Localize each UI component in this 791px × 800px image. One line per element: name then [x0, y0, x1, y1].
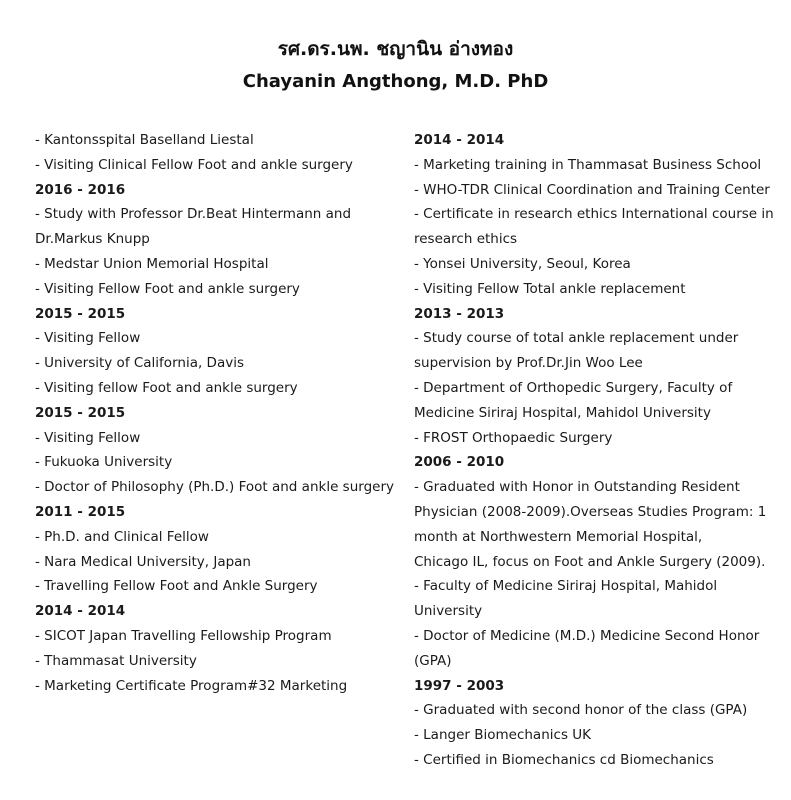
- entry-line: - Marketing Certificate Program#32 Marketing: [35, 677, 348, 694]
- left-column: [35, 128, 394, 698]
- entry-line: - Department of Orthopedic Surgery, Faculty of: [414, 379, 733, 396]
- entry-line: supervision by Prof.Dr.Jin Woo Lee: [414, 355, 643, 372]
- entry-line: Chicago IL, focus on Foot and Ankle Surgery (2009).: [414, 553, 766, 570]
- entry-line: - Medstar Union Memorial Hospital: [35, 255, 269, 272]
- entry-line: - Nara Medical University, Japan: [35, 553, 251, 570]
- entry-line: - Yonsei University, Seoul, Korea: [414, 255, 631, 272]
- year-range-heading: 1997 - 2003: [414, 677, 505, 694]
- entry-line: - FROST Orthopaedic Surgery: [414, 429, 613, 446]
- entry-line: - Langer Biomechanics UK: [414, 727, 591, 744]
- entry-line: - Graduated with second honor of the class (GPA): [414, 702, 748, 719]
- entry-line: - Doctor of Philosophy (Ph.D.) Foot and ankle surgery: [35, 479, 394, 496]
- entry-line: - Visiting Clinical Fellow Foot and ankle surgery: [35, 156, 353, 173]
- entry-line: - SICOT Japan Travelling Fellowship Program: [35, 627, 332, 644]
- year-range-heading: 2014 - 2014: [414, 132, 505, 148]
- entry-line: month at Northwestern Memorial Hospital,: [414, 528, 703, 545]
- entry-line: - Fukuoka University: [35, 454, 173, 471]
- year-range-heading: 2011 - 2015: [35, 503, 126, 520]
- entry-line: - Visiting Fellow: [35, 429, 141, 446]
- entry-line: - Certified in Biomechanics cd Biomechanics: [414, 751, 714, 768]
- entry-line: - Travelling Fellow Foot and Ankle Surgery: [35, 578, 318, 595]
- entry-line: - University of California, Davis: [35, 355, 244, 372]
- entry-line: - Visiting fellow Foot and ankle surgery: [35, 379, 298, 396]
- year-range-heading: 2013 - 2013: [414, 305, 505, 322]
- entry-line: - Kantonsspital Baselland Liestal: [35, 132, 254, 148]
- entry-line: (GPA): [414, 652, 452, 669]
- name-thai: รศ.ดร.นพ. ชญานิน อ่างทอง: [277, 38, 514, 60]
- entry-line: research ethics: [414, 231, 518, 248]
- entry-line: - Visiting Fellow Total ankle replacement: [414, 280, 686, 297]
- year-range-heading: 2015 - 2015: [35, 305, 126, 322]
- year-range-heading: 2015 - 2015: [35, 404, 126, 421]
- year-range-heading: 2006 - 2010: [414, 454, 505, 471]
- entry-line: - Faculty of Medicine Siriraj Hospital, Mahidol: [414, 578, 718, 595]
- document-header: [0, 34, 791, 97]
- entry-line: Dr.Markus Knupp: [35, 231, 150, 248]
- year-range-heading: 2016 - 2016: [35, 181, 126, 198]
- entry-line: - Study with Professor Dr.Beat Hintermann and: [35, 206, 352, 223]
- name-english: Chayanin Angthong, M.D. PhD: [242, 71, 549, 92]
- entry-line: Medicine Siriraj Hospital, Mahidol University: [414, 404, 711, 421]
- right-column: [414, 128, 774, 773]
- entry-line: University: [414, 603, 483, 620]
- entry-line: Physician (2008-2009).Overseas Studies Program: 1: [414, 503, 767, 520]
- entry-line: - Visiting Fellow Foot and ankle surgery: [35, 280, 300, 297]
- entry-line: - Graduated with Honor in Outstanding Resident: [414, 479, 740, 496]
- entry-line: - Ph.D. and Clinical Fellow: [35, 528, 209, 545]
- entry-line: - Thammasat University: [35, 652, 197, 669]
- entry-line: - Visiting Fellow: [35, 330, 141, 347]
- entry-line: - WHO-TDR Clinical Coordination and Training Center: [414, 181, 770, 198]
- entry-line: - Marketing training in Thammasat Business School: [414, 156, 762, 173]
- entry-line: - Doctor of Medicine (M.D.) Medicine Second Honor: [414, 627, 760, 644]
- year-range-heading: 2014 - 2014: [35, 603, 126, 620]
- entry-line: - Study course of total ankle replacement under: [414, 330, 739, 347]
- entry-line: - Certificate in research ethics International course in: [414, 206, 774, 223]
